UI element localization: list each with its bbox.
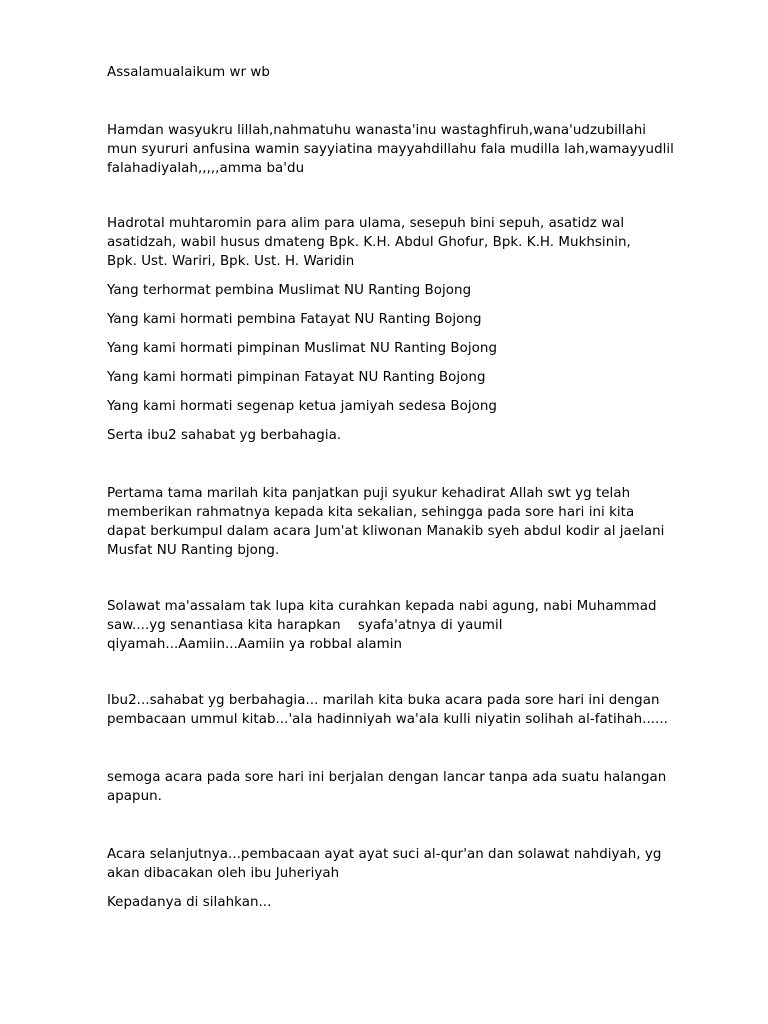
text-line: qiyamah...Aamiin...Aamiin ya robbal alamin: [107, 637, 403, 652]
text-line: semoga acara pada sore hari ini berjalan dengan lancar tanpa ada suatu halangan: [107, 770, 667, 785]
text-line: Yang kami hormati pimpinan Muslimat NU Ranting Bojong: [107, 341, 498, 356]
greeting-item: [107, 281, 677, 300]
text-line: Yang kami hormati pembina Fatayat NU Ranting Bojong: [107, 312, 482, 327]
text-line: akan dibacakan oleh ibu Juheriyah: [107, 866, 340, 881]
text-line: Hadrotal muhtaromin para alim para ulama, sesepuh bini sepuh, asatidz wal: [107, 216, 625, 231]
hope-paragraph: [107, 768, 677, 806]
text-line: saw....yg senantiasa kita harapkan syafa'atnya di yaumil: [107, 618, 503, 633]
text-line: Bpk. Ust. Wariri, Bpk. Ust. H. Waridin: [107, 254, 355, 269]
text-line: Kepadanya di silahkan...: [107, 895, 272, 910]
text-line: Yang terhormat pembina Muslimat NU Ranting Bojong: [107, 283, 472, 298]
greeting-item: [107, 426, 677, 445]
text-line: Yang kami hormati pimpinan Fatayat NU Ranting Bojong: [107, 370, 486, 385]
greeting-item: [107, 310, 677, 329]
next-program-paragraph: [107, 845, 677, 883]
text-line: mun syururi anfusina wamin sayyiatina mayyahdillahu fala mudilla lah,wamayyudlil: [107, 142, 674, 157]
gratitude-paragraph: [107, 484, 677, 560]
honorifics-paragraph: [107, 214, 677, 271]
text-line: Solawat ma'assalam tak lupa kita curahkan kepada nabi agung, nabi Muhammad: [107, 599, 657, 614]
greeting-item: [107, 397, 677, 416]
text-line: Musfat NU Ranting bjong.: [107, 543, 280, 558]
text-line: Hamdan wasyukru lillah,nahmatuhu wanasta'inu wastaghfiruh,wana'udzubillahi: [107, 123, 647, 138]
greeting-item: [107, 368, 677, 387]
text-line: apapun.: [107, 789, 162, 804]
text-line: Ibu2...sahabat yg berbahagia... marilah kita buka acara pada sore hari ini dengan: [107, 693, 660, 708]
text-line: falahadiyalah,,,,,amma ba'du: [107, 161, 305, 176]
fatihah-paragraph: [107, 691, 677, 729]
text-line: asatidzah, wabil husus dmateng Bpk. K.H. Abdul Ghofur, Bpk. K.H. Mukhsinin,: [107, 235, 631, 250]
text-line: pembacaan ummul kitab...'ala hadinniyah wa'ala kulli niyatin solihah al-fatihah......: [107, 712, 668, 727]
closing-line: [107, 893, 677, 912]
greeting-item: [107, 339, 677, 358]
greeting-line: [107, 63, 677, 82]
text-line: memberikan rahmatnya kepada kita sekalian, sehingga pada sore hari ini kita: [107, 505, 635, 520]
opening-paragraph: [107, 121, 677, 178]
text-line: Yang kami hormati segenap ketua jamiyah sedesa Bojong: [107, 399, 497, 414]
text-line: Serta ibu2 sahabat yg berbahagia.: [107, 428, 342, 443]
solawat-paragraph: [107, 597, 677, 654]
text-line: dapat berkumpul dalam acara Jum'at kliwonan Manakib syeh abdul kodir al jaelani: [107, 524, 665, 539]
text-line: Pertama tama marilah kita panjatkan puji syukur kehadirat Allah swt yg telah: [107, 486, 631, 501]
text-line: Acara selanjutnya...pembacaan ayat ayat suci al-qur'an dan solawat nahdiyah, yg: [107, 847, 662, 862]
text-line: Assalamualaikum wr wb: [107, 65, 270, 80]
